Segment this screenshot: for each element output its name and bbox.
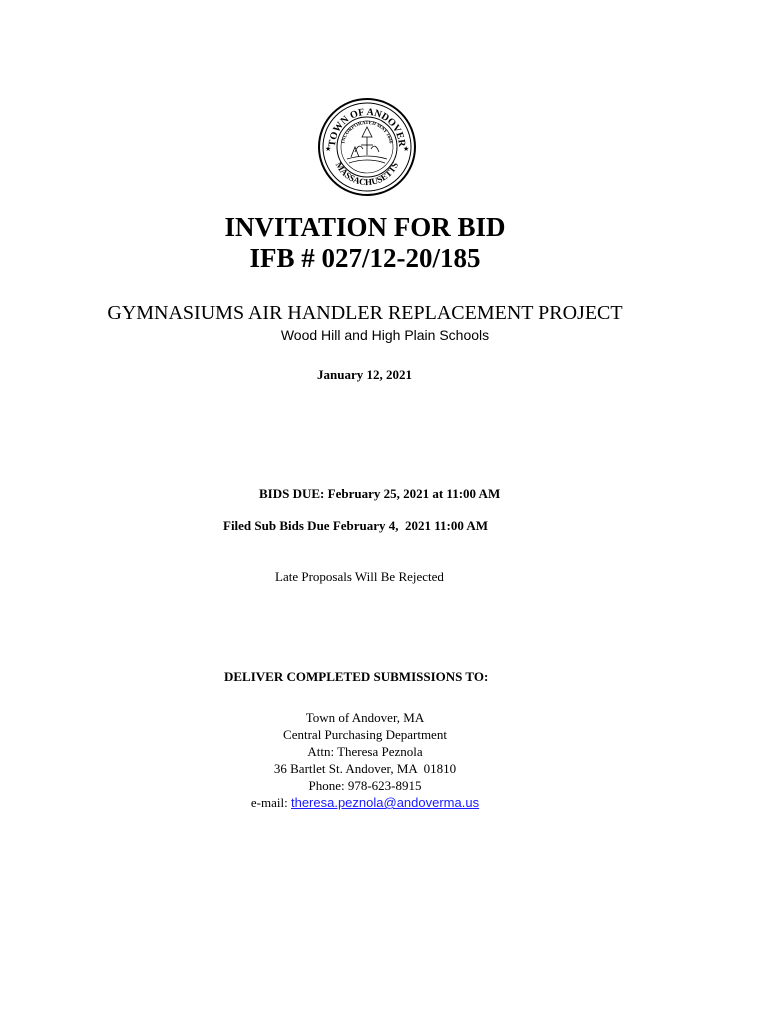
- town-seal-icon: [317, 97, 417, 197]
- address-line: Phone: 978-623-8915: [308, 778, 422, 793]
- filed-sub-bids-due: Filed Sub Bids Due February 4, 2021 11:00 AM: [223, 518, 489, 533]
- document-title: INVITATION FOR BID: [224, 212, 506, 242]
- seal-bottom-text: MASSACHUSETTS: [333, 160, 401, 188]
- delivery-heading: DELIVER COMPLETED SUBMISSIONS TO:: [224, 669, 489, 684]
- address-line: Attn: Theresa Peznola: [307, 744, 423, 759]
- late-proposals-notice: Late Proposals Will Be Rejected: [275, 569, 444, 584]
- issue-date: January 12, 2021: [317, 367, 412, 382]
- project-name: GYMNASIUMS AIR HANDLER REPLACEMENT PROJECT: [107, 302, 623, 324]
- svg-text:★: ★: [325, 145, 332, 153]
- project-schools: Wood Hill and High Plain Schools: [280, 327, 490, 343]
- address-line: Central Purchasing Department: [283, 727, 447, 742]
- address-line: 36 Bartlet St. Andover, MA 01810: [273, 761, 457, 776]
- bids-due: BIDS DUE: February 25, 2021 at 11:00 AM: [259, 486, 501, 501]
- ifb-number: IFB # 027/12-20/185: [249, 243, 481, 273]
- email-label: e-mail:: [250, 795, 288, 810]
- address-line: Town of Andover, MA: [305, 710, 425, 725]
- email-line: [0, 794, 730, 811]
- seal-inner-text: INCORPORATED MAY 1646: [341, 120, 393, 144]
- delivery-address: [0, 709, 730, 811]
- email-link[interactable]: theresa.peznola@andoverma.us: [290, 795, 480, 810]
- seal-top-text: TOWN OF ANDOVER: [326, 106, 408, 148]
- svg-text:★: ★: [403, 145, 410, 153]
